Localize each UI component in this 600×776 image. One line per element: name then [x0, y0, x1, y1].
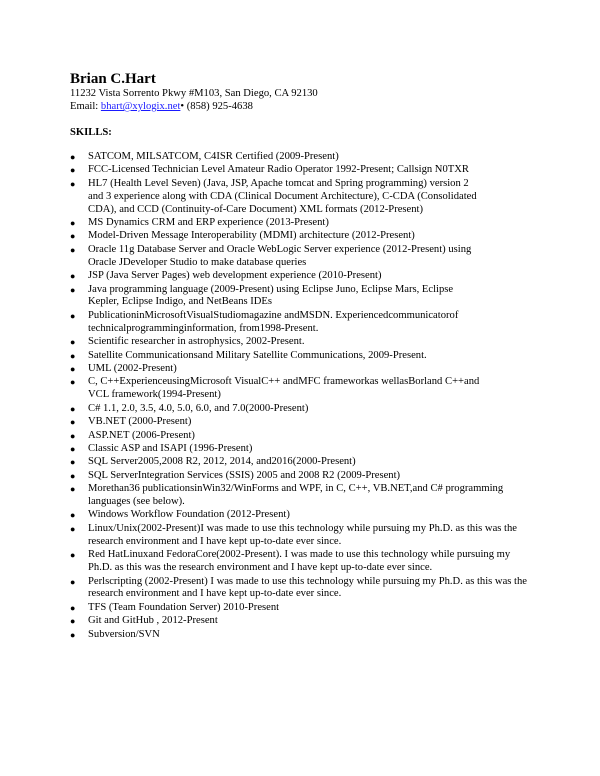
skill-item [70, 523, 540, 549]
bullet-icon: ● [70, 271, 76, 282]
skill-text-line: VCL framework(1994-Present) [88, 389, 221, 401]
candidate-name: Brian C.Hart [70, 71, 156, 87]
skill-item [70, 270, 540, 283]
skill-item [70, 217, 540, 230]
skill-item [70, 230, 540, 243]
skill-text-line: ASP.NET (2006-Present) [88, 429, 195, 441]
skill-text-line: Oracle 11g Database Server and Oracle WebLogic Server experience (2012-Present) using [88, 243, 472, 255]
skill-text-line: Perlscripting (2002-Present) I was made to use this technology while pursuing my Ph.D. as this was the [88, 575, 527, 587]
skill-item [70, 483, 540, 509]
email-link[interactable]: bhart@xylogix.net [100, 101, 181, 112]
bullet-icon: ● [70, 430, 76, 441]
skill-item [70, 284, 540, 310]
bullet-icon: ● [70, 165, 76, 176]
bullet-icon: ● [70, 178, 76, 189]
bullet-icon: ● [70, 443, 76, 454]
skill-text-line: Linux/Unix(2002-Present)I was made to use this technology while pursuing my Ph.D. as this was the [88, 522, 517, 534]
bullet-icon: ● [70, 284, 76, 295]
skill-text-line: MS Dynamics CRM and ERP experience (2013-Present) [88, 217, 329, 229]
skill-text-line: technicalprogramminginformation, from1998-Present. [88, 322, 319, 334]
skill-text-line: JSP (Java Server Pages) web development experience (2010-Present) [88, 270, 382, 282]
skill-item [70, 443, 540, 456]
skill-item [70, 403, 540, 416]
skill-item [70, 576, 540, 602]
skill-item [70, 416, 540, 429]
skill-item [70, 310, 540, 336]
skill-text-line: UML (2002-Present) [88, 363, 177, 374]
bullet-icon: ● [70, 377, 76, 388]
bullet-icon: ● [70, 244, 76, 255]
skill-text-line: C# 1.1, 2.0, 3.5, 4.0, 5.0, 6.0, and 7.0(2000-Present) [88, 402, 309, 414]
skill-item [70, 615, 540, 628]
bullet-icon: ● [70, 484, 76, 495]
bullet-icon: ● [70, 403, 76, 414]
bullet-icon: ● [70, 550, 76, 561]
skill-text-line: Red HatLinuxand FedoraCore(2002-Present). I was made to use this technology while pursuing my [88, 549, 511, 561]
skill-item [70, 602, 540, 615]
skills-list [70, 151, 540, 642]
contact-line [70, 100, 253, 113]
skill-text-line: Model-Driven Message Interoperability (MDMI) architecture (2012-Present) [88, 230, 415, 242]
bullet-icon: ● [70, 629, 76, 640]
address-line: 11232 Vista Sorrento Pkwy #M103, San Diego, CA 92130 [70, 88, 318, 99]
email-label: Email: [70, 101, 101, 112]
bullet-icon: ● [70, 310, 76, 321]
bullet-icon: ● [70, 218, 76, 229]
skill-text-line: Windows Workflow Foundation (2012-Present) [88, 509, 290, 521]
skills-heading: SKILLS: [70, 127, 112, 138]
skill-text-line: research environment and I have kept up-to-date ever since. [88, 588, 342, 600]
bullet-icon: ● [70, 350, 76, 361]
bullet-icon: ● [70, 417, 76, 428]
bullet-icon: ● [70, 457, 76, 468]
bullet-icon: ● [70, 616, 76, 627]
bullet-icon: ● [70, 337, 76, 348]
skill-item [70, 430, 540, 443]
skill-text-line: FCC-Licensed Technician Level Amateur Radio Operator 1992-Present; Callsign N0TXR [88, 164, 469, 176]
bullet-icon: ● [70, 231, 76, 242]
skill-item [70, 178, 540, 217]
skill-text-line: TFS (Team Foundation Server) 2010-Present [88, 601, 280, 613]
bullet-icon: ● [70, 576, 76, 587]
skill-item [70, 470, 540, 483]
skill-text-line: Kepler, Eclipse Indigo, and NetBeans IDEs [88, 296, 273, 308]
skill-text-line: Oracle JDeveloper Studio to make database queries [88, 256, 307, 268]
skill-text-line: Java programming language (2009-Present) using Eclipse Juno, Eclipse Mars, Eclipse [88, 283, 454, 295]
skill-text-line: Classic ASP and ISAPI (1996-Present) [88, 442, 253, 454]
bullet-icon: ● [70, 602, 76, 613]
bullet-icon: ● [70, 523, 76, 534]
skill-text-line: SATCOM, MILSATCOM, C4ISR Certified (2009-Present) [88, 151, 339, 162]
skill-item [70, 363, 540, 376]
skill-text-line: Morethan36 publicationsinWin32/WinForms and WPF, in C, C++, VB.NET,and C# programming [88, 483, 504, 495]
skill-text-line: CDA), and CCD (Continuity-of-Care Document) XML formats (2012-Present) [88, 203, 424, 215]
skill-text-line: HL7 (Health Level Seven) (Java, JSP, Apache tomcat and Spring programming) version 2 [88, 177, 469, 189]
skill-text-line: Git and GitHub , 2012-Present [88, 615, 218, 627]
skill-item [70, 629, 540, 642]
bullet-icon: ● [70, 364, 76, 374]
bullet-icon: ● [70, 510, 76, 521]
skill-item [70, 549, 540, 575]
skill-text-line: Subversion/SVN [88, 628, 160, 640]
skill-text-line: VB.NET (2000-Present) [88, 416, 192, 428]
skill-text-line: Scientific researcher in astrophysics, 2002-Present. [88, 336, 305, 348]
bullet-icon: ● [70, 152, 76, 162]
skill-item [70, 244, 540, 270]
phone-number: • (858) 925-4638 [180, 101, 253, 112]
skill-item [70, 350, 540, 363]
skill-text-line: SQL Server2005,2008 R2, 2012, 2014, and2016(2000-Present) [88, 456, 356, 468]
skill-item [70, 164, 540, 177]
skill-item [70, 456, 540, 469]
skill-text-line: Satellite Communicationsand Military Satellite Communications, 2009-Present. [88, 349, 427, 361]
skill-text-line: C, C++ExperienceusingMicrosoft VisualC++ andMFC frameworkas wellasBorland C++and [88, 376, 480, 388]
skill-item [70, 151, 540, 164]
skill-item [70, 509, 540, 522]
skill-text-line: PublicationinMicrosoftVisualStudiomagazine andMSDN. Experiencedcommunicatorof [88, 309, 459, 321]
bullet-icon: ● [70, 470, 76, 481]
skill-text-line: languages (see below). [88, 496, 185, 508]
skill-item [70, 376, 540, 402]
skill-item [70, 336, 540, 349]
skill-text-line: research environment and I have kept up-to-date ever since. [88, 535, 342, 547]
skill-text-line: and 3 experience along with CDA (Clinical Document Architecture), C-CDA (Consolidated [88, 190, 477, 202]
skill-text-line: SQL ServerIntegration Services (SSIS) 2005 and 2008 R2 (2009-Present) [88, 469, 401, 481]
skill-text-line: Ph.D. as this was the research environment and I have kept up-to-date ever since. [88, 562, 433, 574]
